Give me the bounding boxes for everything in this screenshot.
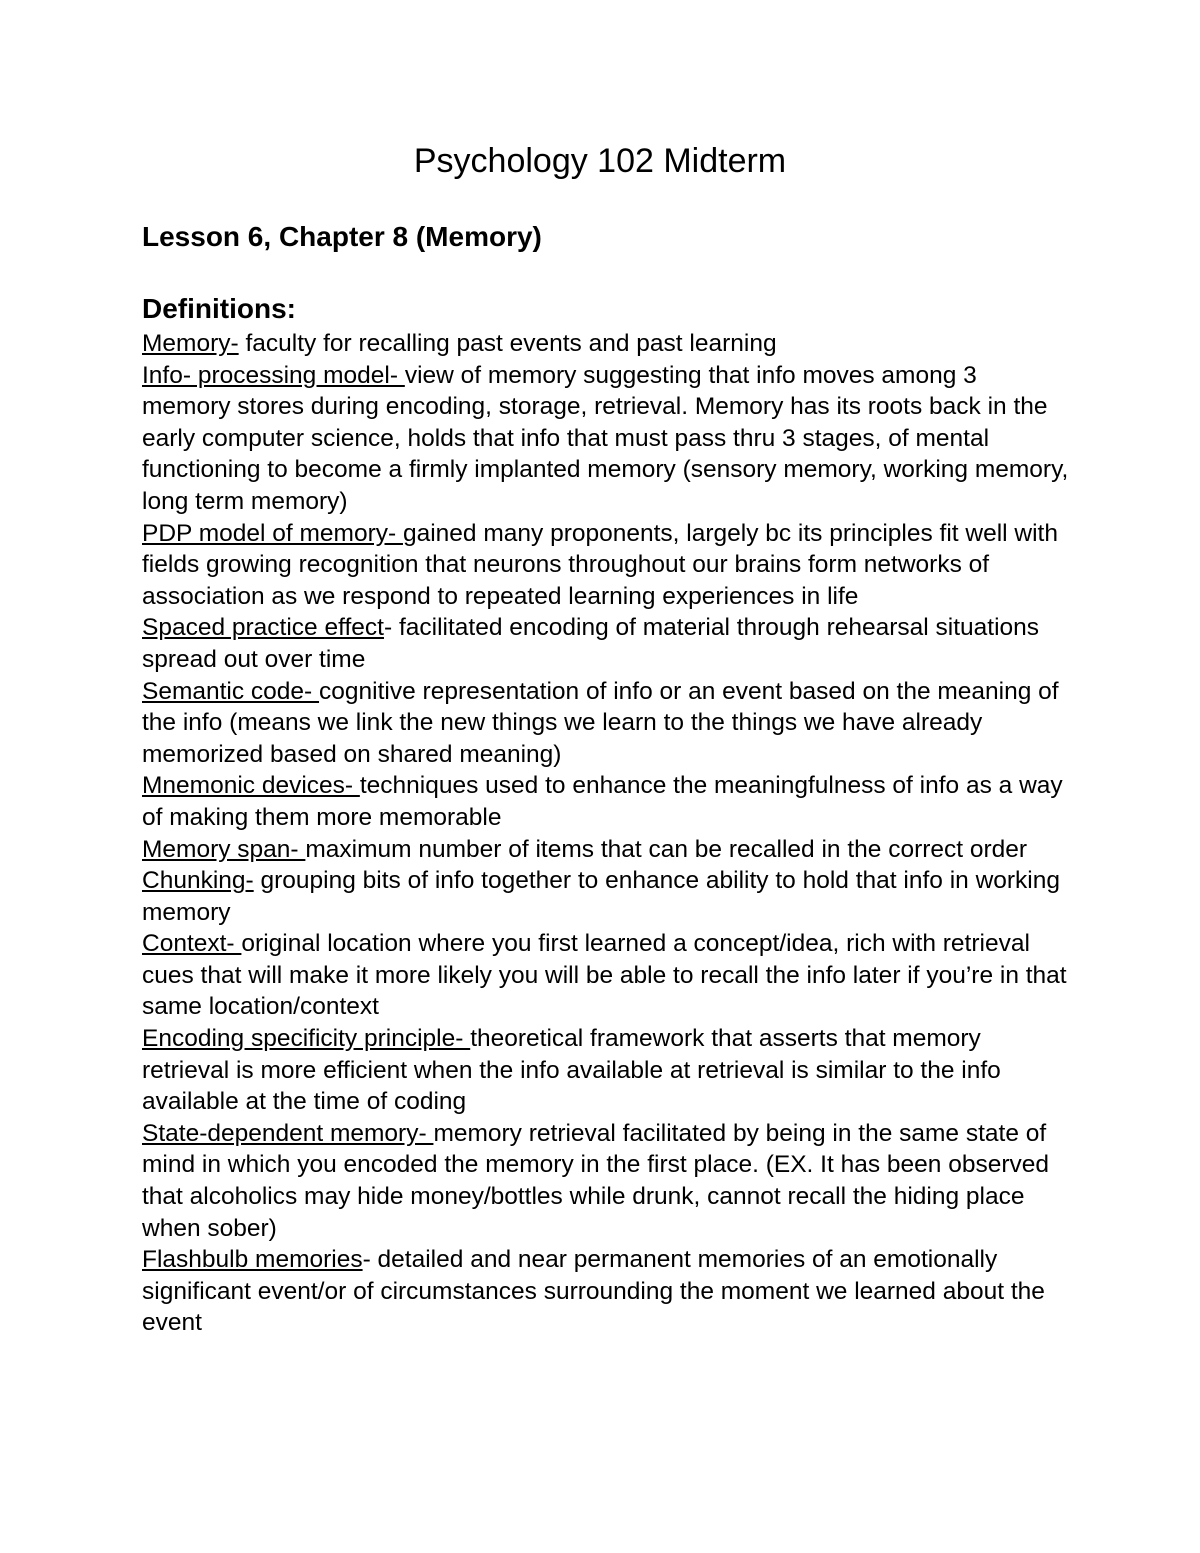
definition-text: maximum number of items that can be recalled in the correct order [305,835,1028,863]
definition-item [142,834,1072,866]
definition-item [142,518,1072,613]
definition-item [142,612,1072,675]
definition-term: Encoding specificity principle- [142,1025,471,1053]
definition-item [142,676,1072,771]
definition-text: - detailed and near permanent memories of an emotionally significant event/or of circumstances surrounding the moment we learned about the event [142,1246,1045,1337]
lesson-heading: Lesson 6, Chapter 8 (Memory) [142,221,542,252]
definition-item [142,865,1072,928]
definition-term: Memory span- [142,835,306,863]
definition-term: Mnemonic devices- [142,772,360,800]
definition-text: faculty for recalling past events and past learning [238,330,777,357]
definition-term: Chunking- [142,867,254,895]
definition-term: Flashbulb memories [142,1246,363,1274]
definition-text: grouping bits of info together to enhance ability to hold that info in working memory [142,867,1060,926]
definition-text: cognitive representation of info or an event based on the meaning of the info (means we link the new things we learn to the things we have already memorized based on shared meaning) [142,677,1059,768]
definition-term: Memory- [142,330,239,357]
definition-item [142,1244,1072,1339]
definition-text: - facilitated encoding of material through rehearsal situations spread out over time [142,614,1040,673]
definition-item [142,1023,1072,1118]
definition-item [142,360,1072,518]
definition-term: State-dependent memory- [142,1119,434,1147]
definition-text: view of memory suggesting that info moves among 3 memory stores during encoding, storage, retrieval. Memory has its roots back in the early computer science, holds that info that must pass thru 3 stages, of mental functioning to become a firmly implanted memory (sensory memory, working memory, long term memory) [142,361,1069,515]
definition-item [142,770,1072,833]
definition-text: theoretical framework that asserts that memory retrieval is more efficient when the info available at retrieval is similar to the info available at the time of coding [142,1025,1001,1116]
definition-item [142,328,1072,360]
definition-term: Context- [142,930,242,958]
definition-text: techniques used to enhance the meaningfulness of info as a way of making them more memorable [142,772,1063,831]
definitions-heading: Definitions: [142,293,296,324]
definition-text: gained many proponents, largely bc its principles fit well with fields growing recognition that neurons throughout our brains form networks of association as we respond to repeated learning experiences in life [142,519,1058,610]
definition-item [142,1118,1072,1244]
document-title: Psychology 102 Midterm [413,142,787,180]
definitions-list [142,328,1072,1339]
definition-item [142,928,1072,1023]
definition-text: original location where you first learned a concept/idea, rich with retrieval cues that will make it more likely you will be able to recall the info later if you’re in that same location/context [142,930,1067,1021]
definition-term: Info- processing model- [142,361,405,389]
definition-term: Semantic code- [142,677,320,705]
definition-term: PDP model of memory- [142,519,403,547]
definition-text: memory retrieval facilitated by being in the same state of mind in which you encoded the memory in the first place. (EX. It has been observed that alcoholics may hide money/bottles while drunk, cannot recall the hiding place when sober) [142,1119,1049,1242]
definition-term: Spaced practice effect [142,614,384,642]
